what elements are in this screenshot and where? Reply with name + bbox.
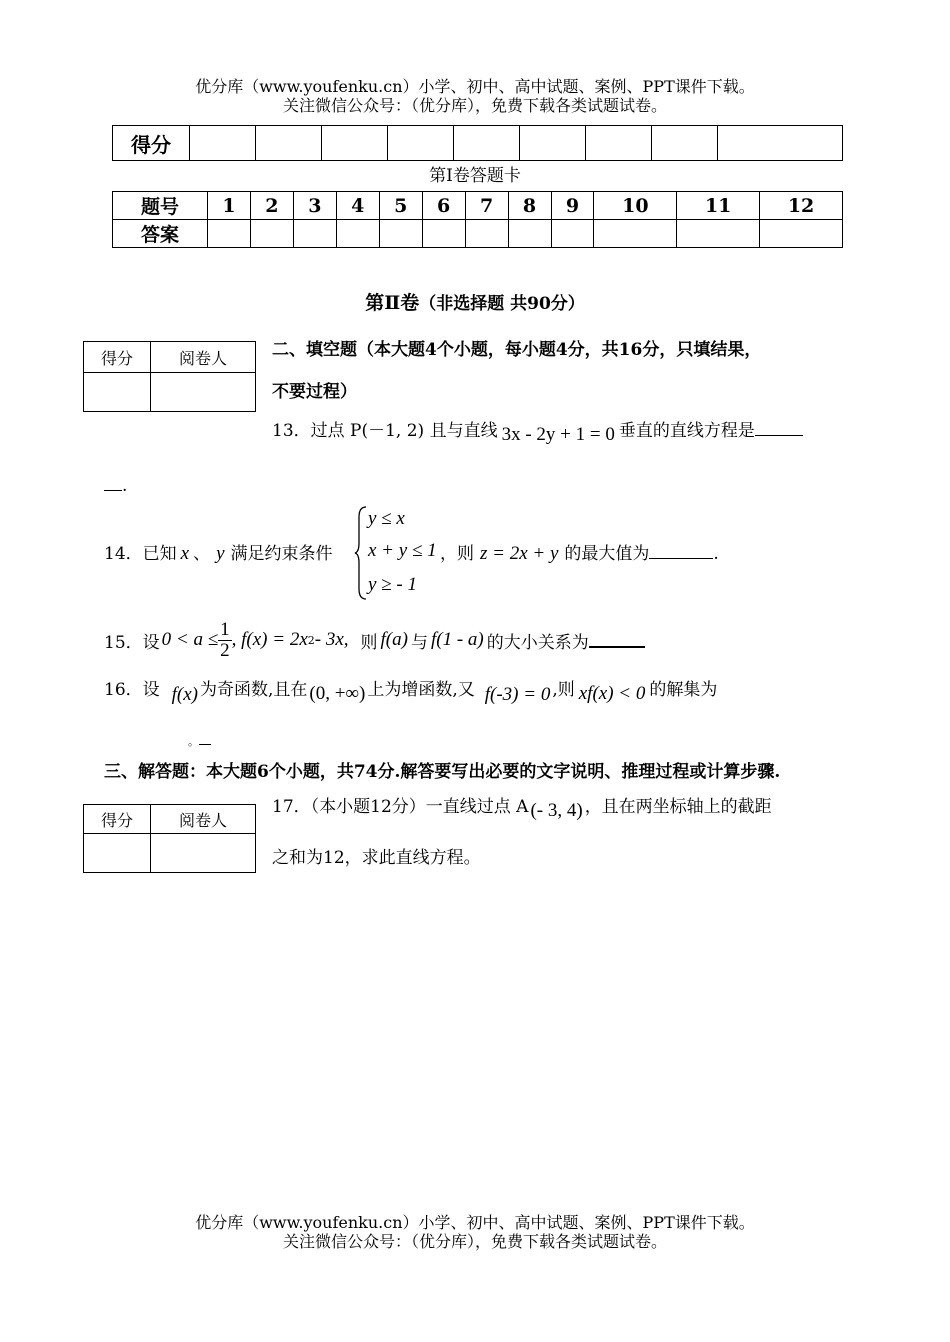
answer-cell[interactable] [760,220,843,248]
q15-fa: f(a) [380,629,408,650]
question-number: 8 [508,192,551,220]
question-17-line2: 之和为12，求此直线方程。 [272,848,481,868]
q13-answer-blank-cont[interactable] [104,489,122,491]
answer-cell[interactable] [594,220,677,248]
question-14 [104,539,333,565]
q14-mid: 满足约束条件 [230,544,333,564]
q15-then: 则 [360,632,378,653]
score-table-label: 得分 [113,126,190,161]
q14-objective: z = 2x + y [480,543,559,564]
page-footer-line2: 关注微信公众号：（优分库），免费下载各类试题试卷。 [282,1232,667,1251]
score-cell [718,126,843,161]
q17-line1-prefix: 17．（本小题12分）一直线过点 A [272,797,529,817]
q15-frac-num: 1 [220,618,230,640]
q15-suffix: 的大小关系为 [486,632,589,653]
q14-constraint-2: x + y ≤ 1 [368,540,437,561]
grader-score-label: 得分 [84,342,151,373]
grader-reviewer-label: 阅卷人 [151,805,256,834]
q14-tail [440,539,719,565]
grader-reviewer-cell[interactable] [151,373,256,412]
q15-f1a: f(1 - a) [430,629,484,650]
question-number: 3 [293,192,336,220]
part2-title-main: 第Ⅱ卷 [365,292,420,314]
q16-t3: ,则 [552,680,575,700]
question-15 [104,616,645,664]
question-number: 4 [336,192,379,220]
question-number: 2 [250,192,293,220]
q14-sep: 、 [193,544,211,564]
answer-cell[interactable] [250,220,293,248]
score-cell [190,126,256,161]
answer-cell[interactable] [336,220,379,248]
answer-cell[interactable] [508,220,551,248]
q16-t2: 上为增函数,又 [367,680,475,700]
answer-card-title: 第Ⅰ卷答题卡 [429,166,521,186]
answer-card-table [112,191,843,248]
page-header-line2: 关注微信公众号：（优分库），免费下载各类试题试卷。 [282,96,667,115]
section3-heading: 三、解答题：本大题6个小题，共74分.解答要写出必要的文字说明、推理过程或计算步骤. [104,762,781,782]
page-footer-line1: 优分库（www.youfenku.cn）小学、初中、高中试题、案例、PPT课件下载。 [195,1213,755,1232]
q15-func-tail: - 3x, [314,629,349,650]
q16-t1: 为奇函数,且在 [200,680,308,700]
page-header-line1: 优分库（www.youfenku.cn）小学、初中、高中试题、案例、PPT课件下载。 [195,77,755,96]
answer-card-number-row [113,192,843,220]
q15-func: , f(x) = 2x [231,629,308,650]
question-number: 1 [208,192,251,220]
grader-reviewer-label: 阅卷人 [151,342,256,373]
q13-suffix: 垂直的直线方程是 [618,421,755,441]
question-number: 12 [760,192,843,220]
q13-prefix: 13．过点 P(－1, 2) 且与直线 [272,421,498,441]
q15-fraction [218,620,232,661]
question-13 [272,416,803,445]
q14-then: ，则 [440,544,474,564]
question-number: 11 [677,192,760,220]
grader-score-cell[interactable] [84,834,151,873]
q15-answer-blank[interactable] [589,632,645,648]
q13-equation: 3x - 2y + 1 = 0 [501,424,615,445]
answer-card-answer-row [113,220,843,248]
q15-with: 与 [410,632,428,653]
part2-title-sub: （非选择题 共90分） [419,294,585,314]
q16-prefix: 16．设 [104,680,160,700]
q15-frac-den: 2 [220,639,230,661]
question-number: 9 [551,192,594,220]
question-number: 6 [422,192,465,220]
score-cell [388,126,454,161]
q16-end: 。 [188,735,199,748]
answer-card-row-label: 题号 [113,192,208,220]
grader-score-cell[interactable] [84,373,151,412]
answer-cell[interactable] [465,220,508,248]
q17-line1-suffix: ，且在两坐标轴上的截距 [584,797,772,817]
answer-card-row-label: 答案 [113,220,208,248]
answer-cell[interactable] [551,220,594,248]
question-number: 10 [594,192,677,220]
grader-box [83,341,256,412]
score-cell [520,126,586,161]
q17-point: (- 3, 4) [530,800,583,821]
q13-answer-blank[interactable] [755,434,803,436]
q14-constraint-3: y ≥ - 1 [368,574,417,595]
question-number: 5 [379,192,422,220]
q15-exp: 2 [307,633,315,647]
q13-continuation [104,476,127,496]
score-cell [322,126,388,161]
section2-heading-line1: 二、填空题（本大题4个小题，每小题4分，共16分，只填结果， [272,340,762,360]
q14-constraint-1: y ≤ x [368,508,405,529]
q14-answer-blank[interactable] [649,557,713,559]
q16-end-line [188,733,211,749]
section2-heading-line2: 不要过程） [272,382,357,402]
q14-end: . [713,544,719,564]
q14-suffix: 的最大值为 [564,544,650,564]
score-table [112,125,843,161]
question-16 [104,675,718,705]
q16-fx: f(x) [171,684,199,705]
q14-var-x: x [180,543,190,564]
question-number: 7 [465,192,508,220]
score-cell [586,126,652,161]
q16-cond: f(-3) = 0 [484,684,551,705]
score-cell [652,126,718,161]
q16-interval: (0, +∞) [309,683,366,704]
q16-ineq: xf(x) < 0 [578,683,646,704]
answer-cell[interactable] [208,220,251,248]
q15-prefix: 15．设 [104,632,160,653]
q16-t4: 的解集为 [649,680,718,700]
score-cell [454,126,520,161]
grader-box-2 [83,804,256,873]
answer-cell[interactable] [677,220,760,248]
answer-cell[interactable] [422,220,465,248]
answer-cell[interactable] [293,220,336,248]
question-17-line1 [272,792,772,821]
grader-score-label: 得分 [84,805,151,834]
q14-prefix: 14．已知 [104,544,177,564]
q15-cond-left: 0 < a ≤ [161,629,219,650]
q16-answer-blank[interactable] [199,743,211,745]
grader-reviewer-cell[interactable] [151,834,256,873]
q14-brace [354,505,368,601]
answer-cell[interactable] [379,220,422,248]
score-cell [256,126,322,161]
q14-var-y: y [216,543,225,564]
part2-title [0,294,950,314]
q13-end: . [122,476,128,496]
